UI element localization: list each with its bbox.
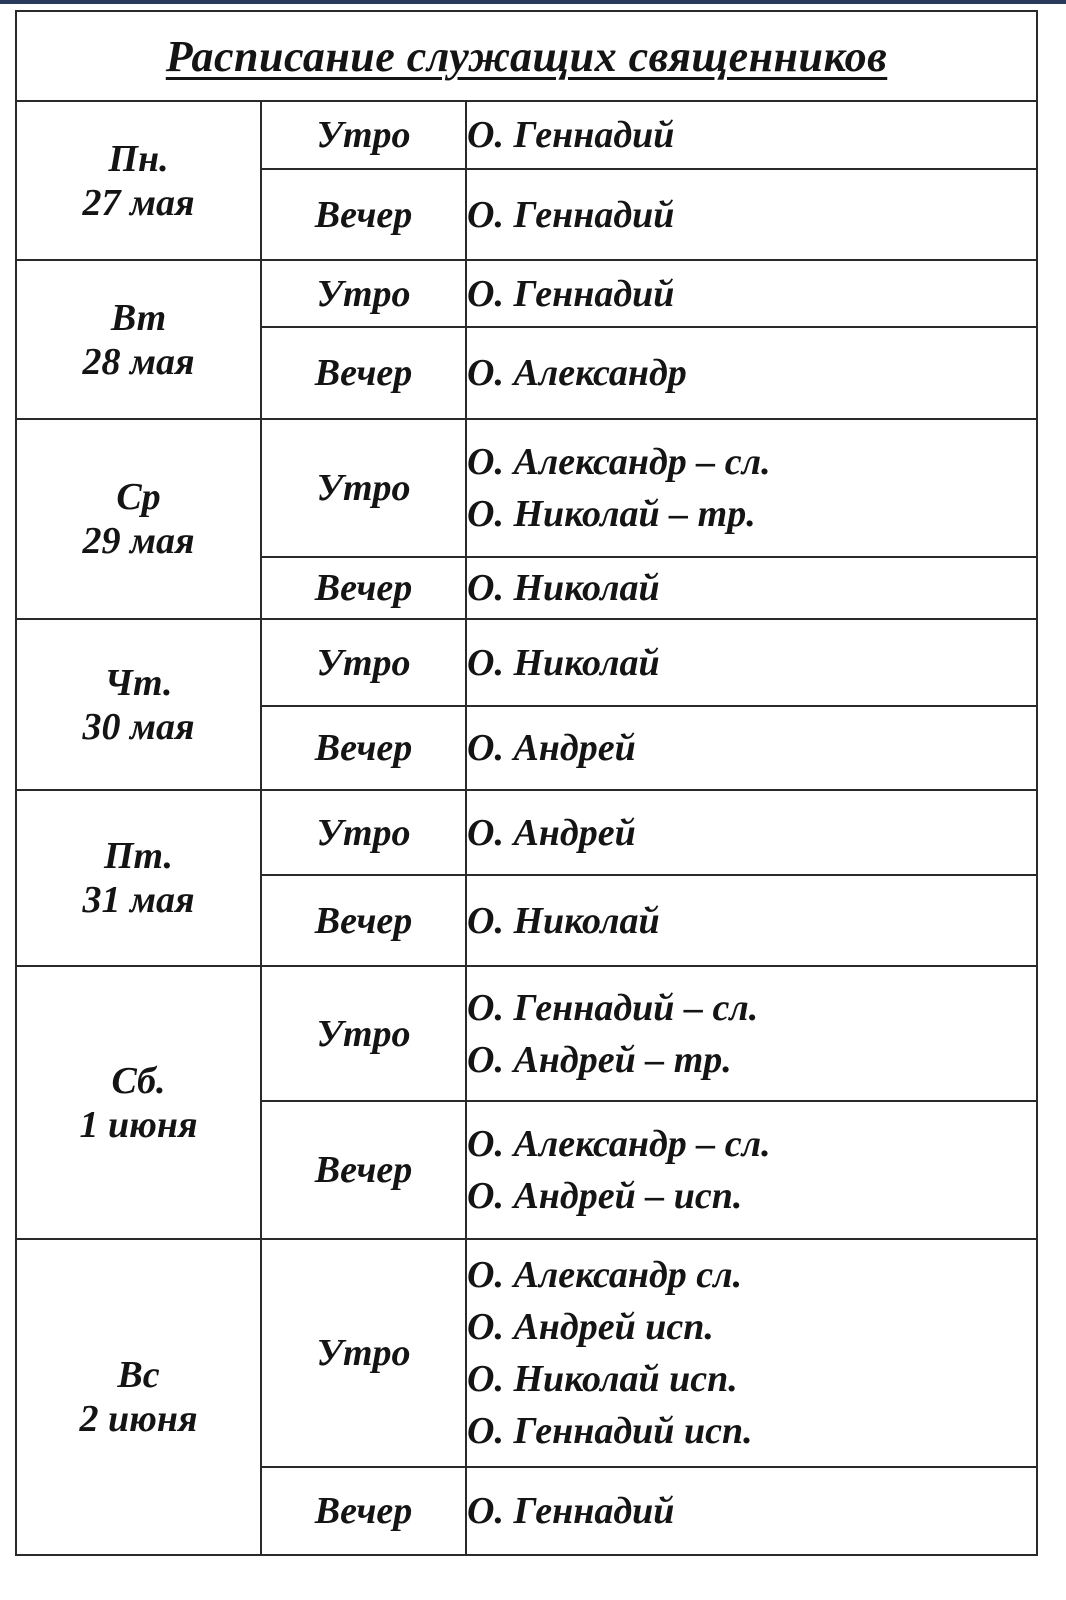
priest-name: О. Геннадий	[467, 114, 675, 156]
time-cell: Вечер	[261, 706, 466, 790]
time-cell: Утро	[261, 790, 466, 875]
priest-cell	[466, 101, 1037, 169]
table-row	[16, 260, 1037, 327]
priest-name: О. Геннадий	[467, 193, 675, 236]
day-label: Пн.	[108, 137, 169, 180]
day-label: Сб.	[111, 1059, 166, 1102]
priest-name: О. Андрей	[467, 811, 636, 854]
date-label: 1 июня	[79, 1103, 198, 1146]
day-cell	[16, 966, 261, 1239]
table-row	[16, 619, 1037, 706]
day-label: Чт.	[104, 661, 173, 704]
title-row	[16, 11, 1037, 101]
time-cell: Утро	[261, 101, 466, 169]
priest-cell	[466, 706, 1037, 790]
day-cell	[16, 790, 261, 966]
top-edge-line	[0, 0, 1066, 4]
priest-name: О. Николай	[467, 641, 660, 684]
table-row	[16, 966, 1037, 1101]
day-label: Пт.	[103, 835, 174, 877]
priest-cell	[466, 260, 1037, 327]
priest-cell	[466, 966, 1037, 1101]
day-cell	[16, 419, 261, 619]
time-cell: Вечер	[261, 557, 466, 619]
date-label: 30 мая	[82, 705, 195, 748]
priest-cell	[466, 419, 1037, 557]
time-cell: Вечер	[261, 875, 466, 966]
table-row	[16, 419, 1037, 557]
time-cell: Утро	[261, 419, 466, 557]
priest-cell	[466, 1467, 1037, 1555]
priest-name: О. Николай – тр.	[467, 493, 756, 535]
priest-cell	[466, 875, 1037, 966]
time-cell: Утро	[261, 1239, 466, 1467]
time-cell: Вечер	[261, 1101, 466, 1239]
date-label: 28 мая	[82, 340, 195, 383]
date-label: 29 мая	[82, 520, 195, 562]
priest-name: О. Геннадий	[467, 272, 675, 315]
priest-name: О. Александр	[467, 352, 687, 394]
date-label: 31 мая	[82, 879, 195, 921]
day-label: Вс	[117, 1354, 160, 1396]
time-cell: Утро	[261, 966, 466, 1101]
day-cell	[16, 101, 261, 260]
priest-cell	[466, 327, 1037, 419]
priest-cell	[466, 619, 1037, 706]
priest-name: О. Андрей	[467, 727, 636, 769]
date-label: 2 июня	[79, 1398, 198, 1440]
priest-cell	[466, 1239, 1037, 1467]
priest-name: О. Александр – сл.	[467, 1123, 771, 1165]
priest-name: О. Геннадий – сл.	[467, 986, 759, 1029]
priest-cell	[466, 790, 1037, 875]
table-row	[16, 790, 1037, 875]
table-row	[16, 101, 1037, 169]
priest-name: О. Андрей – тр.	[467, 1038, 732, 1081]
schedule-table	[15, 10, 1038, 1556]
time-cell: Вечер	[261, 169, 466, 260]
priest-name: О. Александр сл.	[467, 1254, 743, 1296]
day-label: Вт	[110, 296, 167, 339]
day-label: Ср	[116, 476, 161, 518]
priest-name: О. Николай	[467, 899, 660, 942]
day-cell	[16, 619, 261, 790]
priest-name: О. Александр – сл.	[467, 441, 771, 483]
priest-cell	[466, 169, 1037, 260]
priest-name: О. Николай исп.	[467, 1358, 738, 1400]
priest-name: О. Андрей – исп.	[467, 1175, 743, 1217]
time-cell: Утро	[261, 260, 466, 327]
priest-name: О. Геннадий	[467, 1490, 675, 1532]
time-cell: Утро	[261, 619, 466, 706]
priest-name: О. Андрей исп.	[467, 1306, 714, 1348]
time-cell: Вечер	[261, 327, 466, 419]
priest-name: О. Николай	[467, 567, 660, 609]
table-row	[16, 1239, 1037, 1467]
priest-cell	[466, 1101, 1037, 1239]
time-cell: Вечер	[261, 1467, 466, 1555]
priest-name: О. Геннадий исп.	[467, 1410, 753, 1452]
date-label: 27 мая	[82, 181, 195, 224]
priest-cell	[466, 557, 1037, 619]
day-cell	[16, 260, 261, 419]
day-cell	[16, 1239, 261, 1555]
schedule-title: Расписание служащих священников	[16, 11, 1037, 101]
